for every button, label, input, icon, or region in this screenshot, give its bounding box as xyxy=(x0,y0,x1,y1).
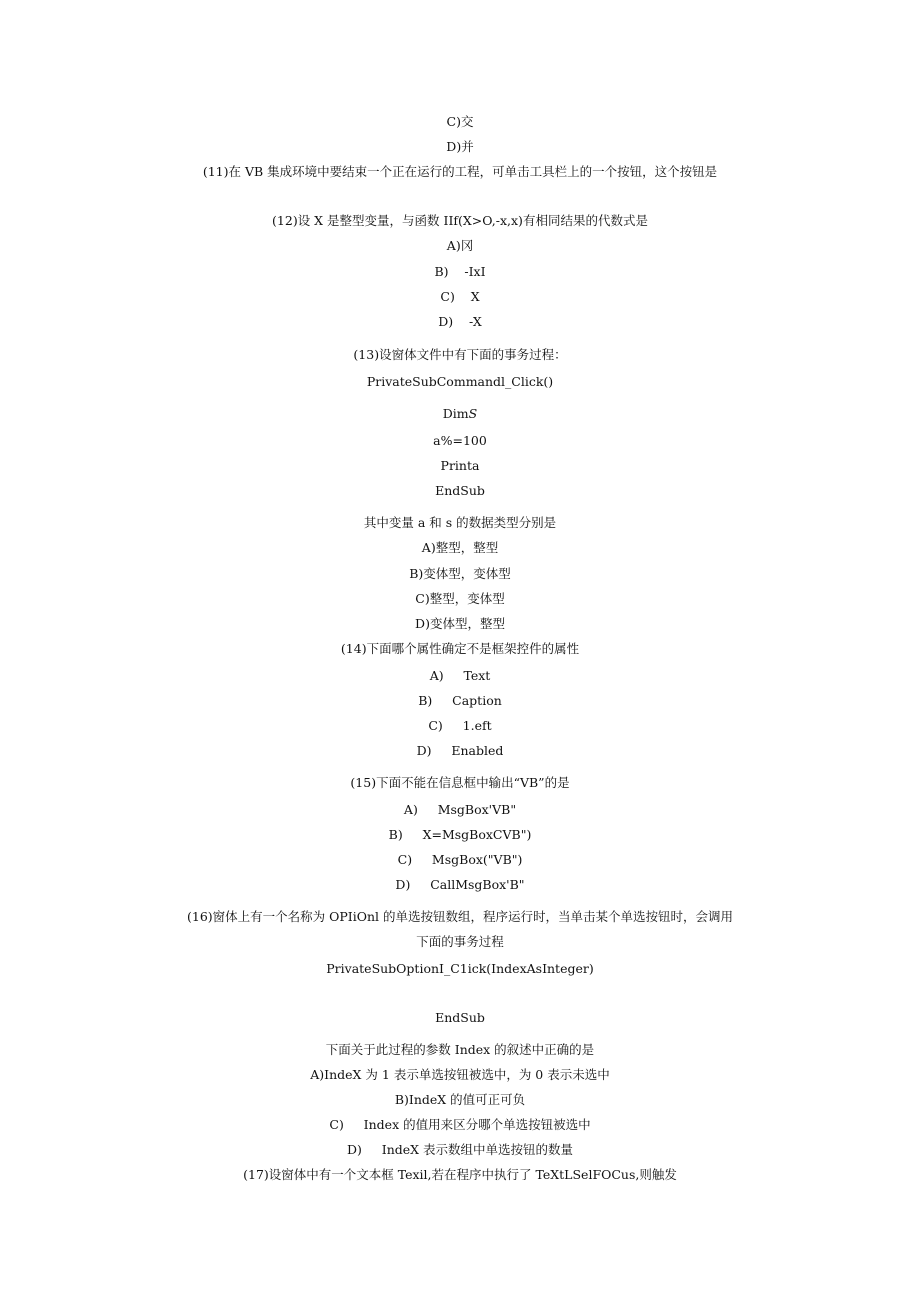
text-line: PrivateSubCommandl_Click() xyxy=(366,374,554,389)
text-line: D)变体型，整型 xyxy=(415,616,505,631)
text-line: A) Text xyxy=(429,668,491,683)
text-line: A)IndeX 为 1 表示单选按钮被选中，为 0 表示未选中 xyxy=(310,1067,610,1082)
text-line: A)冈 xyxy=(446,238,474,253)
text-line: (16)窗体上有一个名称为 OPIiOnl 的单选按钮数组，程序运行时，当单击某个单选按钮时，会调用 xyxy=(187,909,733,924)
text-line: (15)下面不能在信息框中输出“VB”的是 xyxy=(350,775,570,790)
text-line: 其中变量 a 和 s 的数据类型分别是 xyxy=(363,515,557,530)
text-line: D) CallMsgBox'B" xyxy=(395,877,525,892)
text-line: D) -X xyxy=(438,314,482,329)
text-line: B) -IxI xyxy=(434,264,486,279)
text-line: (14)下面哪个属性确定不是框架控件的属性 xyxy=(340,641,580,656)
text-line: A)整型，整型 xyxy=(421,540,499,555)
text-line: B) X=MsgBoxCVB") xyxy=(388,827,532,842)
text-line: C) X xyxy=(440,289,480,304)
text-line: C)整型，变体型 xyxy=(415,591,505,606)
text-line: 下面关于此过程的参数 Index 的叙述中正确的是 xyxy=(325,1042,595,1057)
text-line: EndSub xyxy=(435,483,485,498)
text-line: C)交 xyxy=(446,114,474,129)
text-line: (12)设 X 是整型变量，与函数 IIf(X>O,-x,x)有相同结果的代数式是 xyxy=(272,213,648,228)
text-line: (11)在 VB 集成环境中要结束一个正在运行的工程，可单击工具栏上的一个按钮，这个按钮是 xyxy=(202,164,718,179)
text-line: (17)设窗体中有一个文本框 Texil,若在程序中执行了 TeXtLSelFOCus,则触发 xyxy=(243,1167,677,1182)
text-line: C) MsgBox("VB") xyxy=(397,852,523,867)
text-line: B)变体型，变体型 xyxy=(409,566,511,581)
text-line: D)并 xyxy=(446,139,474,154)
text-line: B)IndeX 的值可正可负 xyxy=(394,1092,526,1107)
text-line: PrivateSubOptionI_C1ick(IndexAsInteger) xyxy=(326,961,594,976)
text-line: Printa xyxy=(440,458,480,473)
text-line: Dim𝑆 xyxy=(442,406,478,421)
text-line: B) Caption xyxy=(418,693,502,708)
text-line: A) MsgBox'VB" xyxy=(403,802,517,817)
text-line: D) IndeX 表示数组中单选按钮的数量 xyxy=(346,1142,574,1157)
text-line: C) Index 的值用来区分哪个单选按钮被选中 xyxy=(329,1117,591,1132)
text-line: EndSub xyxy=(435,1010,485,1025)
text-line: 下面的事务过程 xyxy=(416,934,504,949)
text-line: a%=100 xyxy=(433,433,487,448)
text-line: D) Enabled xyxy=(416,743,504,758)
text-line: C) 1.eft xyxy=(428,718,492,733)
text-line: (13)设窗体文件中有下面的事务过程： xyxy=(353,347,567,362)
